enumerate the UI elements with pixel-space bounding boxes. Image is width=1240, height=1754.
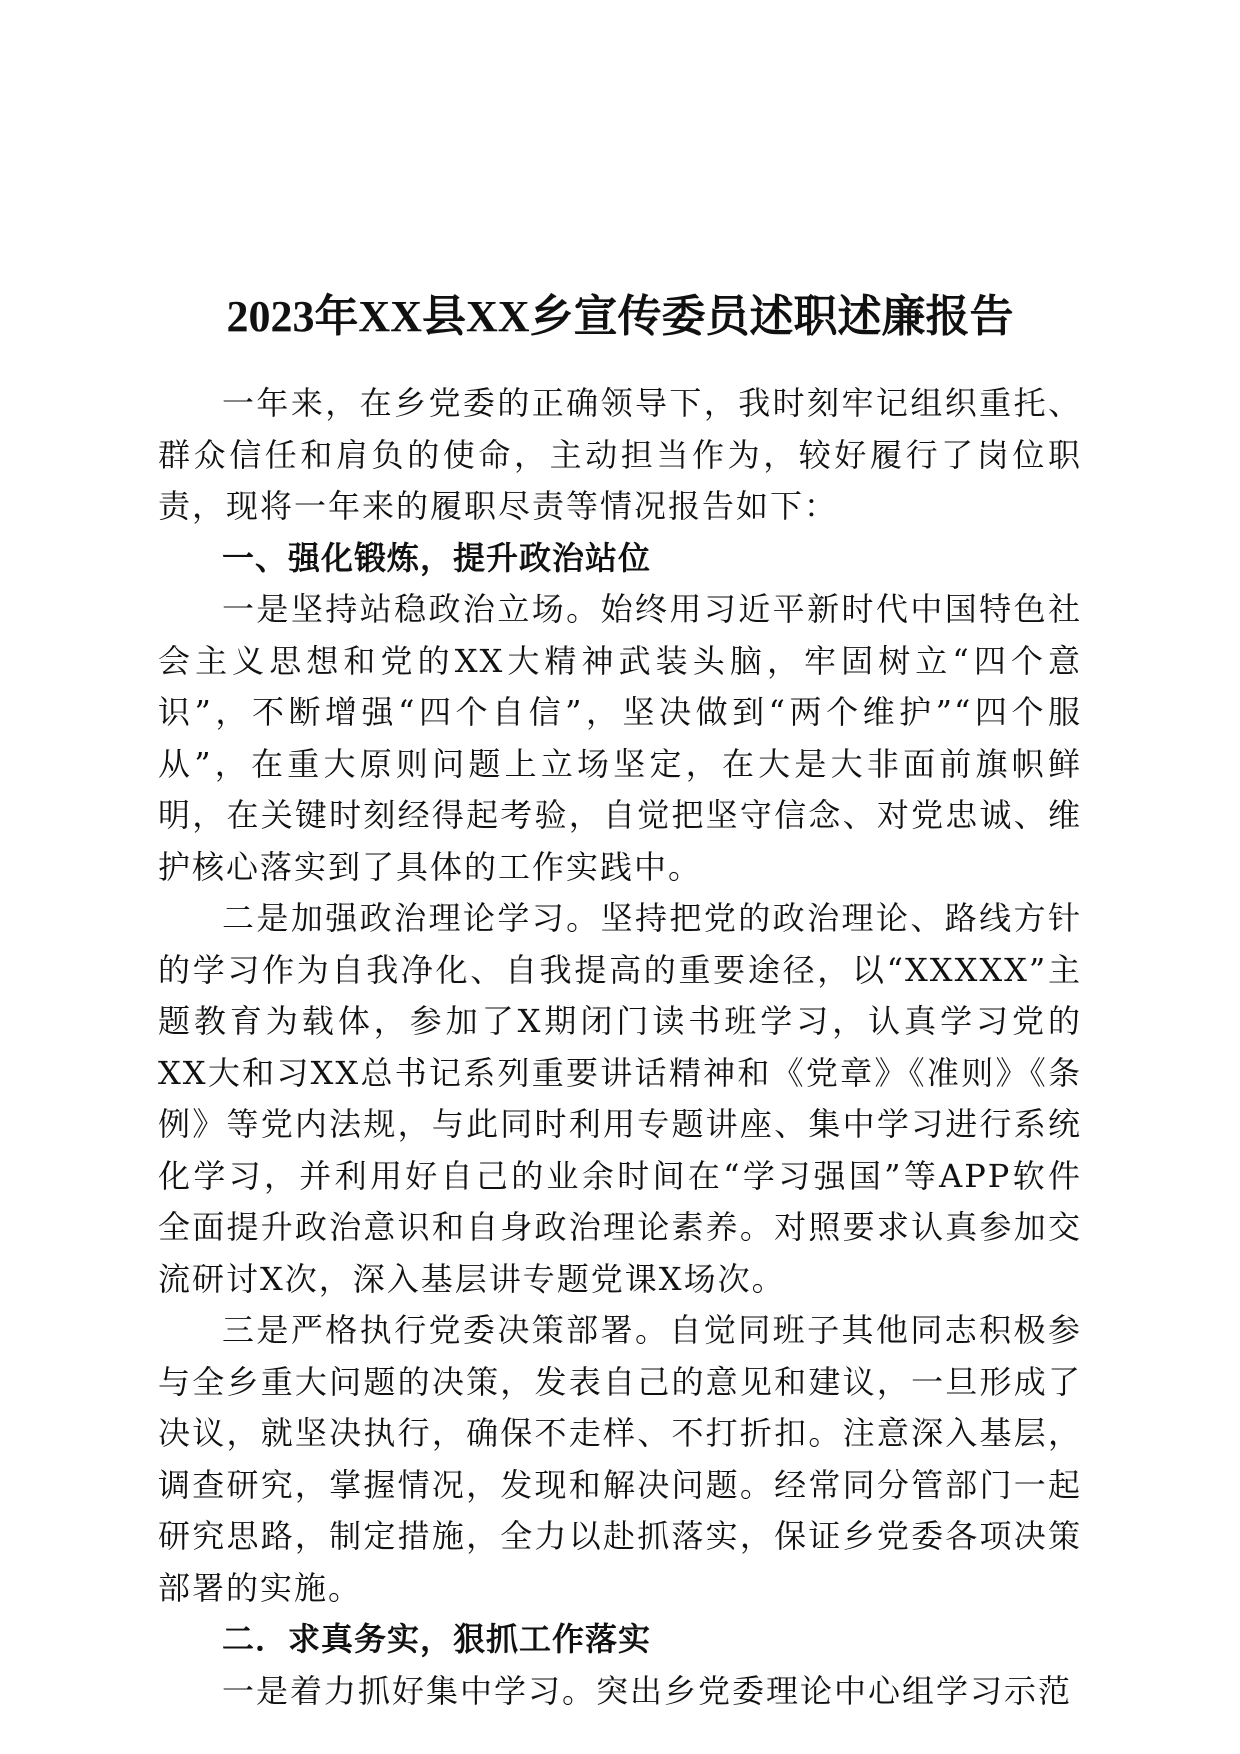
section-1-paragraph-3: 三是严格执行党委决策部署。自觉同班子其他同志积极参与全乡重大问题的决策，发表自己的意见和建议，一旦形成了决议，就坚决执行，确保不走样、不打折扣。注意深入基层，调查研究，掌握情况，发现和解决问题。经常同分管部门一起研究思路，制定措施，全力以赴抓落实，保证乡党委各项决策部署的实施。 xyxy=(158,1311,1082,1607)
document-body xyxy=(158,378,1082,1717)
section-2-heading: 二．求真务实，狠抓工作落实 xyxy=(222,1620,652,1658)
section-2-paragraph-1: 一是着力抓好集中学习。突出乡党委理论中心组学习示范 xyxy=(222,1671,1073,1710)
section-1-paragraph-1: 一是坚持站稳政治立场。始终用习近平新时代中国特色社会主义思想和党的XX大精神武装头脑，牢固树立“四个意识”，不断增强“四个自信”，坚决做到“两个维护”“四个服从”，在重大原则问题上立场坚定，在大是大非面前旗帜鲜明，在关键时刻经得起考验，自觉把坚守信念、对党忠诚、维护核心落实到了具体的工作实践中。 xyxy=(158,590,1082,886)
intro-paragraph: 一年来，在乡党委的正确领导下，我时刻牢记组织重托、群众信任和肩负的使命，主动担当作为，较好履行了岗位职责，现将一年来的履职尽责等情况报告如下： xyxy=(158,384,1082,525)
document-title: 2023年XX县XX乡宣传委员述职述廉报告 xyxy=(226,292,1014,342)
section-1-paragraph-2: 二是加强政治理论学习。坚持把党的政治理论、路线方针的学习作为自我净化、自我提高的重要途径，以“XXXXX”主题教育为载体，参加了X期闭门读书班学习，认真学习党的XX大和习XX总书记系列重要讲话精神和《党章》《准则》《条例》等党内法规，与此同时利用专题讲座、集中学习进行系统化学习，并利用好自己的业余时间在“学习强国”等APP软件全面提升政治意识和自身政治理论素养。对照要求认真参加交流研讨X次，深入基层讲专题党课X场次。 xyxy=(158,899,1082,1298)
section-1-heading: 一、强化锻炼，提升政治站位 xyxy=(222,538,652,577)
